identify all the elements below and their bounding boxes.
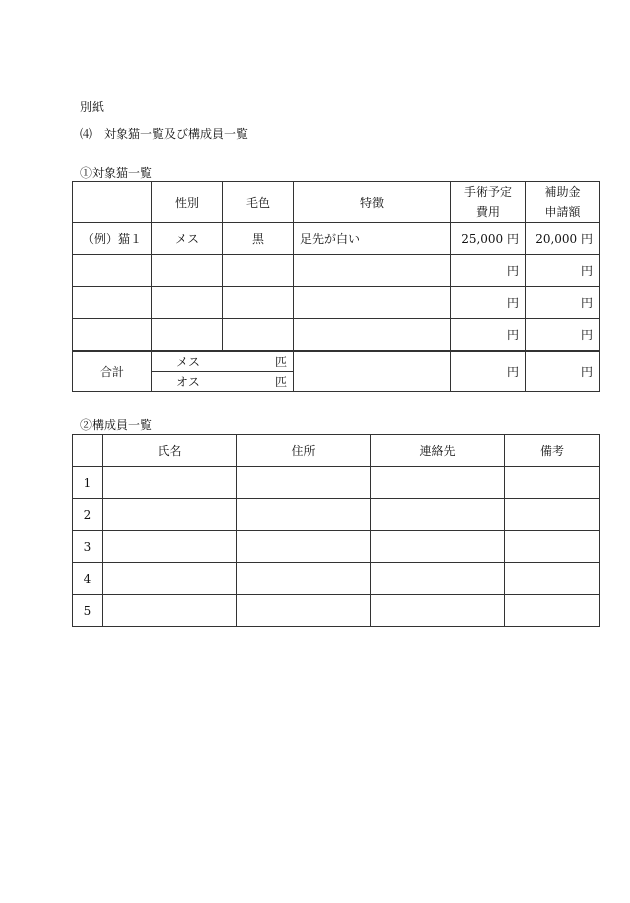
cat-total-male-row [152, 371, 293, 391]
member-contact-cell[interactable] [371, 467, 505, 499]
cat-row-label[interactable] [73, 287, 152, 319]
member-list-table [72, 434, 600, 627]
member-row [73, 531, 600, 563]
member-contact-cell[interactable] [371, 595, 505, 627]
cat-header-blank [73, 182, 152, 223]
cat-row [73, 255, 600, 287]
cat-example-label: （例）猫１ [73, 223, 152, 255]
member-contact-cell[interactable] [371, 499, 505, 531]
member-address-cell[interactable] [237, 467, 371, 499]
cat-total-row [73, 351, 600, 392]
member-row-number: 1 [73, 467, 103, 499]
member-name-cell[interactable] [103, 499, 237, 531]
cat-row-subsidy[interactable]: 円 [526, 255, 600, 287]
member-header-contact: 連絡先 [371, 435, 505, 467]
attachment-label: 別紙 [80, 100, 105, 114]
cat-row-color[interactable] [223, 319, 294, 351]
member-row-number: 2 [73, 499, 103, 531]
section-title: ⑷ 対象猫一覧及び構成員一覧 [80, 127, 249, 141]
cat-row-features[interactable] [294, 319, 451, 351]
member-list-title: ②構成員一覧 [80, 418, 153, 432]
cat-total-features [294, 351, 451, 392]
member-row-number: 4 [73, 563, 103, 595]
member-notes-cell[interactable] [505, 595, 600, 627]
member-notes-cell[interactable] [505, 531, 600, 563]
member-contact-cell[interactable] [371, 563, 505, 595]
cat-header-sex: 性別 [152, 182, 223, 223]
cat-row-cost[interactable]: 円 [451, 255, 526, 287]
member-name-cell[interactable] [103, 531, 237, 563]
cat-total-female-row [152, 352, 293, 372]
member-name-cell[interactable] [103, 563, 237, 595]
member-header-address: 住所 [237, 435, 371, 467]
cat-header-color: 毛色 [223, 182, 294, 223]
cat-row-sex[interactable] [152, 287, 223, 319]
member-header-name: 氏名 [103, 435, 237, 467]
cat-header-features: 特徴 [294, 182, 451, 223]
cat-example-row [73, 223, 600, 255]
cat-row-subsidy[interactable]: 円 [526, 319, 600, 351]
cat-total-subsidy[interactable]: 円 [526, 351, 600, 392]
cat-header-cost-line2: 費用 [475, 205, 500, 219]
cat-total-female-label: メス [152, 352, 223, 372]
member-header-notes: 備考 [505, 435, 600, 467]
member-contact-cell[interactable] [371, 531, 505, 563]
cat-total-counts-table [152, 352, 293, 391]
member-address-cell[interactable] [237, 531, 371, 563]
cat-example-color: 黒 [223, 223, 294, 255]
member-row [73, 595, 600, 627]
cat-list-title: ①対象猫一覧 [80, 166, 153, 180]
cat-row-label[interactable] [73, 255, 152, 287]
cat-header-row [73, 182, 600, 223]
member-notes-cell[interactable] [505, 563, 600, 595]
member-row [73, 499, 600, 531]
cat-row-subsidy[interactable]: 円 [526, 287, 600, 319]
member-header-row [73, 435, 600, 467]
cat-total-male-unit[interactable]: 匹 [274, 374, 287, 389]
cat-total-female-unit[interactable]: 匹 [223, 352, 294, 372]
cat-total-male-label: オス [176, 374, 200, 389]
member-notes-cell[interactable] [505, 499, 600, 531]
cat-row [73, 319, 600, 351]
cat-example-sex: メス [152, 223, 223, 255]
cat-row-sex[interactable] [152, 319, 223, 351]
cat-list-table [72, 181, 600, 392]
cat-example-subsidy: 20,000 円 [526, 223, 600, 255]
member-notes-cell[interactable] [505, 467, 600, 499]
member-row-number: 3 [73, 531, 103, 563]
cat-total-counts [152, 351, 294, 392]
member-address-cell[interactable] [237, 595, 371, 627]
cat-header-cost-line1: 手術予定 [463, 185, 512, 199]
member-row [73, 467, 600, 499]
cat-row-features[interactable] [294, 287, 451, 319]
member-name-cell[interactable] [103, 467, 237, 499]
member-name-cell[interactable] [103, 595, 237, 627]
cat-total-label: 合計 [73, 351, 152, 392]
member-header-no [73, 435, 103, 467]
cat-row-color[interactable] [223, 287, 294, 319]
cat-header-subsidy-line2: 申請額 [544, 205, 581, 219]
cat-header-cost [451, 182, 526, 223]
cat-example-features: 足先が白い [294, 223, 451, 255]
cat-total-cost[interactable]: 円 [451, 351, 526, 392]
cat-header-subsidy [526, 182, 600, 223]
cat-row-sex[interactable] [152, 255, 223, 287]
member-address-cell[interactable] [237, 499, 371, 531]
cat-row-features[interactable] [294, 255, 451, 287]
cat-row-color[interactable] [223, 255, 294, 287]
cat-example-cost: 25,000 円 [451, 223, 526, 255]
member-row [73, 563, 600, 595]
member-row-number: 5 [73, 595, 103, 627]
cat-header-subsidy-line1: 補助金 [544, 185, 581, 199]
cat-row [73, 287, 600, 319]
cat-row-cost[interactable]: 円 [451, 287, 526, 319]
member-address-cell[interactable] [237, 563, 371, 595]
cat-row-label[interactable] [73, 319, 152, 351]
cat-row-cost[interactable]: 円 [451, 319, 526, 351]
